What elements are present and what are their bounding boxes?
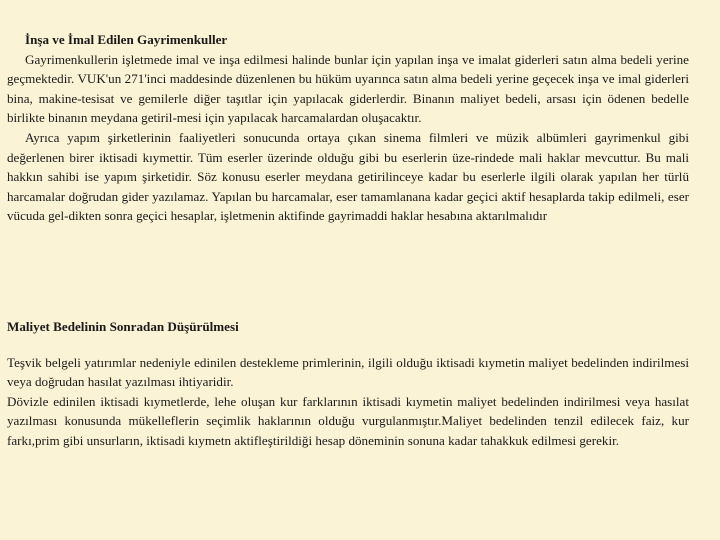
section-heading: İnşa ve İmal Edilen Gayrimenkuller (25, 32, 228, 47)
paragraph: Dövizle edinilen iktisadi kıymetlerde, lehe oluşan kur farklarının iktisadi kıymetin maliyet bedelinden indirilmesi veya hasılat yazılması konusunda mükelleflerin seçimlik haklarının olduğu vurgulanmıştır.Maliyet bedelinden tenzil edilecek faiz, kur farkı,prim gibi unsurların, iktisadi kıymetn aktifleştirildiği hesap döneminin sonuna kadar tahakkuk edilmesi gerekir. (7, 393, 689, 448)
paragraph: Gayrimenkullerin işletmede imal ve inşa edilmesi halinde bunlar için yapılan inşa ve imalat giderleri satın alma bedeli yerine geçmektedir. VUK'un 271'inci maddesinde düzenlenen bu hüküm uyarınca satın alma bedeli yerine geçecek inşa ve imal giderleri bina, makine-tesisat ve gemilerle diğer taşıtlar için yapılacak giderlerdir. Binanın maliyet bedeli, arsası için ödenen bedelle birlikte binanın meydana getiril-mesi için yapılacak harcamalardan oluşacaktır. (7, 51, 689, 126)
section-heading: Maliyet Bedelinin Sonradan Düşürülmesi (7, 319, 239, 334)
section-construction-real-estate (7, 30, 689, 226)
section-cost-reduction (7, 317, 689, 451)
paragraph: Ayrıca yapım şirketlerinin faaliyetleri sonucunda ortaya çıkan sinema filmleri ve müzik albümleri gayrimenkul gibi değerlenen birer iktisadi kıymettir. Tüm eserler üzerinde olduğu gibi bu eserlerin üze-rindede mali haklar mevcuttur. Bu mali hakkın sahibi ise yapım şirketidir. Söz konusu eserler meydana getirilinceye kadar bu eserlerle ilgili olarak yapılan her türlü harcamalar doğrudan gider yazılamaz. Yapılan bu harcamalar, eser tamamlanana kadar geçici aktif hesaplarda takip edilmeli, eser vücuda gel-dikten sonra geçici hesaplar, işletmenin aktifinde gayrimaddi haklar hesabına aktarılmalıdır (7, 129, 689, 224)
paragraph: Teşvik belgeli yatırımlar nedeniyle edinilen destekleme primlerinin, ilgili olduğu iktisadi kıymetin maliyet bedelinden indirilmesi veya doğrudan hasılat yazılması ihtiyaridir. (7, 354, 689, 390)
